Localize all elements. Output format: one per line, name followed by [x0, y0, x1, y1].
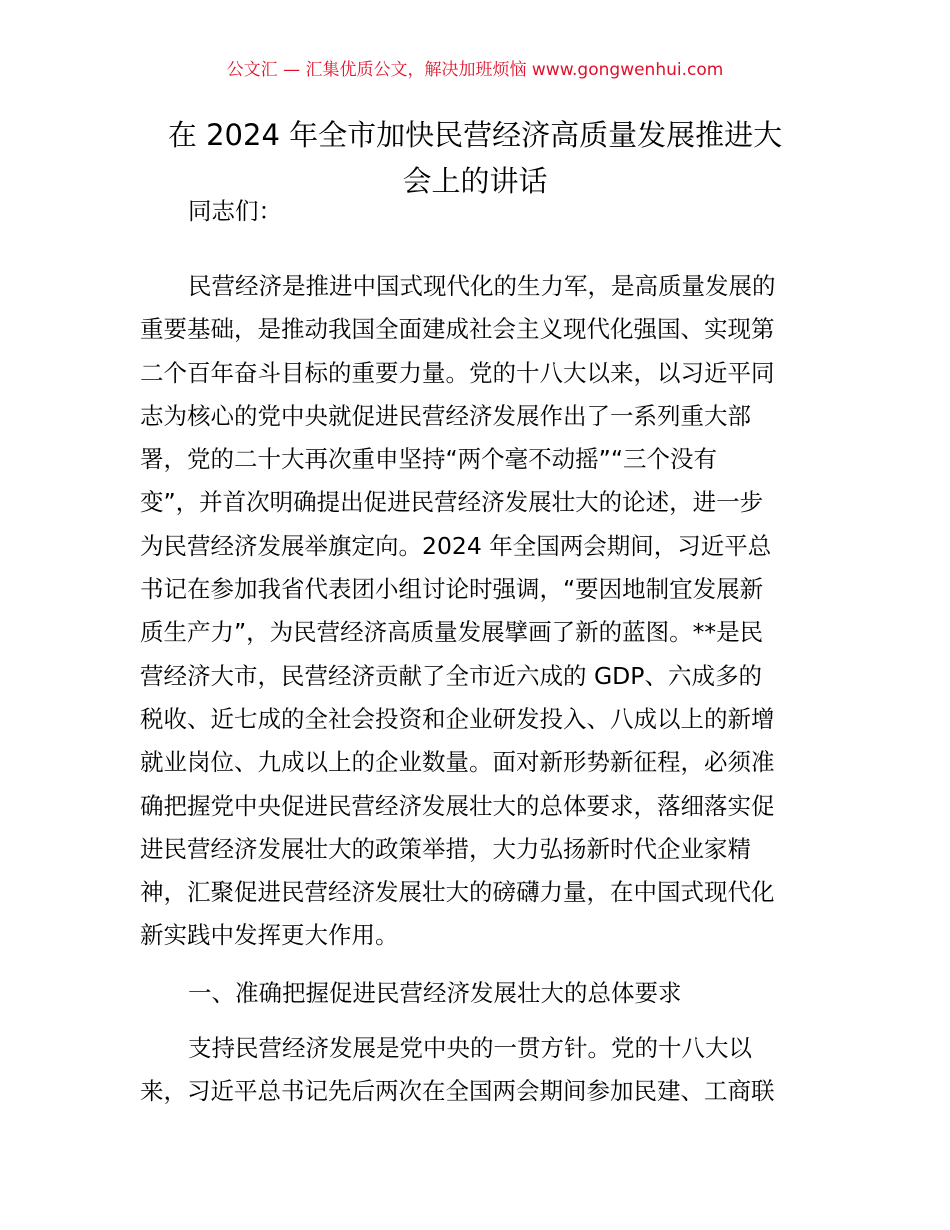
paragraph-line: 重要基础，是推动我国全面建成社会主义现代化强国、实现第 [140, 315, 775, 344]
paragraph-line: 来，习近平总书记先后两次在全国两会期间参加民建、工商联 [140, 1077, 775, 1106]
paragraph-line: 支持民营经济发展是党中央的一贯方针。党的十八大以 [188, 1034, 752, 1062]
section-heading-text: 一、准确把握促进民营经济发展壮大的总体要求 [188, 979, 682, 1007]
paragraph-line: 书记在参加我省代表团小组讨论时强调，“要因地制宜发展新 [140, 575, 764, 604]
paragraph-line: 二个百年奋斗目标的重要力量。党的十八大以来，以习近平同 [140, 358, 775, 387]
paragraph-line: 志为核心的党中央就促进民营经济发展作出了一系列重大部 [140, 401, 751, 430]
title-line: 会上的讲话 [402, 164, 548, 198]
paragraph-line: 署，党的二十大再次重申坚持“两个毫不动摇”“三个没有 [140, 445, 718, 474]
title-line: 在 2024 年全市加快民营经济高质量发展推进大 [167, 118, 783, 152]
paragraph-line: 新实践中发挥更大作用。 [140, 921, 399, 950]
section-paragraph [140, 1027, 812, 1114]
paragraph-line: 就业岗位、九成以上的企业数量。面对新形势新征程，必须准 [140, 748, 775, 777]
site-banner: 公文汇 — 汇集优质公文，解决加班烦恼 www.gongwenhui.com [226, 60, 724, 80]
section-heading [140, 972, 812, 1015]
paragraph-line: 进民营经济发展壮大的政策举措，大力弘扬新时代企业家精 [140, 834, 751, 863]
paragraph-line: 营经济大市，民营经济贡献了全市近六成的 GDP、六成多的 [140, 661, 762, 690]
paragraph-line: 神，汇聚促进民营经济发展壮大的磅礴力量，在中国式现代化 [140, 878, 775, 907]
paragraph-line: 民营经济是推进中国式现代化的生力军，是高质量发展的 [188, 272, 776, 300]
intro-paragraph [140, 265, 812, 958]
paragraph-line: 税收、近七成的全社会投资和企业研发投入、八成以上的新增 [140, 704, 775, 733]
paragraph-line: 变”，并首次明确提出促进民营经济发展壮大的论述，进一步 [140, 488, 764, 517]
paragraph-line: 为民营经济发展举旗定向。2024 年全国两会期间，习近平总 [140, 531, 772, 560]
salutation: 同志们： [188, 197, 282, 225]
paragraph-line: 质生产力”，为民营经济高质量发展擘画了新的蓝图。**是民 [140, 618, 764, 647]
paragraph-line: 确把握党中央促进民营经济发展壮大的总体要求，落细落实促 [140, 791, 775, 820]
